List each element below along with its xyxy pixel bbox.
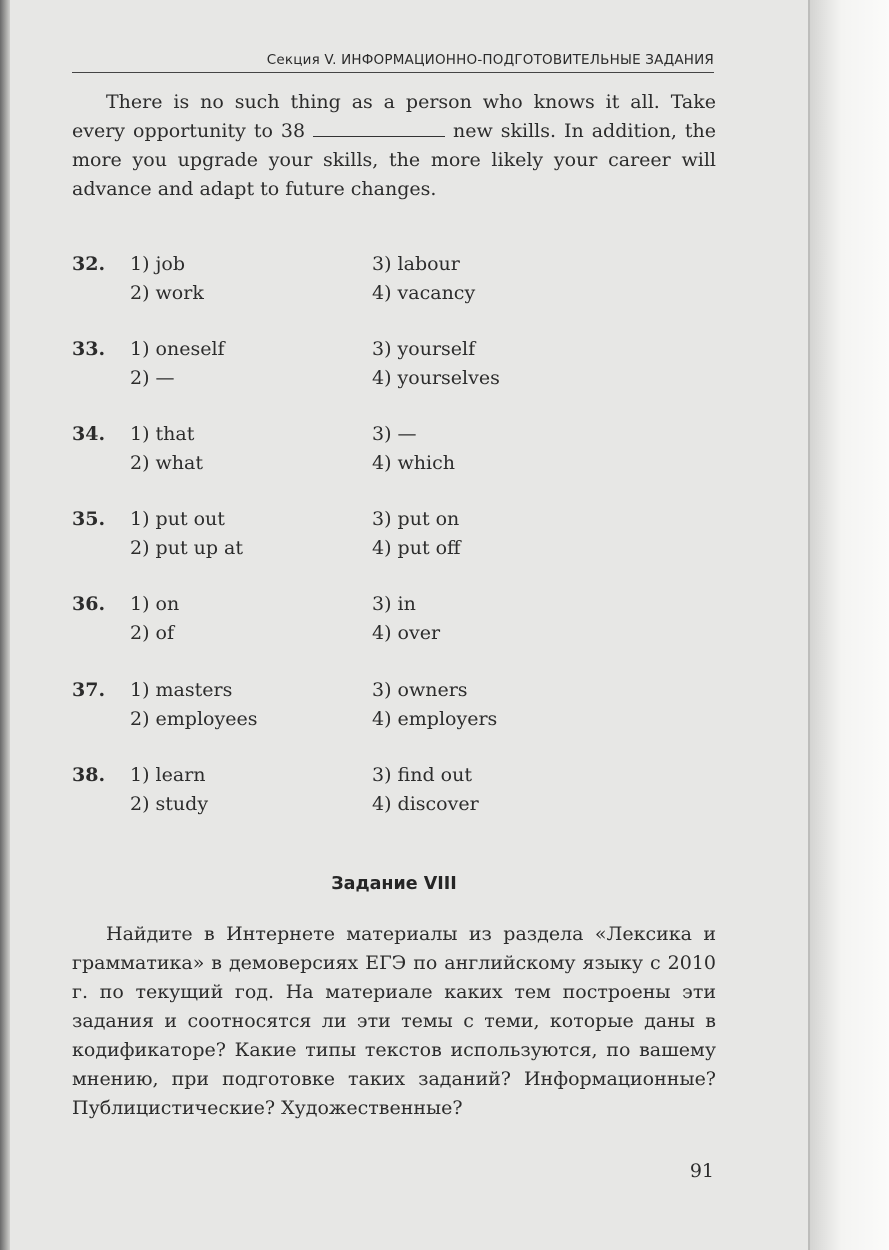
question-37 — [72, 676, 712, 734]
question-number: 36. — [72, 593, 106, 615]
question-35 — [72, 505, 712, 563]
option-4: 4) discover — [372, 793, 479, 815]
option-1: 1) learn — [130, 764, 206, 786]
option-1: 1) oneself — [130, 338, 225, 360]
option-2: 2) of — [130, 622, 175, 644]
page-gutter — [0, 0, 10, 1250]
question-38 — [72, 761, 712, 819]
option-4: 4) employers — [372, 708, 498, 730]
option-2: 2) what — [130, 452, 204, 474]
option-2: 2) — — [130, 367, 175, 389]
option-1: 1) masters — [130, 679, 233, 701]
option-3: 3) in — [372, 593, 416, 615]
question-33 — [72, 335, 712, 393]
question-number: 38. — [72, 764, 106, 786]
option-3: 3) put on — [372, 508, 460, 530]
task-text — [72, 920, 716, 1123]
question-number: 37. — [72, 679, 106, 701]
running-head: Секция V. ИНФОРМАЦИОННО-ПОДГОТОВИТЕЛЬНЫЕ ЗАДАНИЯ — [72, 52, 714, 73]
passage — [72, 88, 716, 204]
question-36 — [72, 590, 712, 648]
option-1: 1) put out — [130, 508, 225, 530]
option-2: 2) study — [130, 793, 209, 815]
question-34 — [72, 420, 712, 478]
option-1: 1) job — [130, 253, 186, 275]
option-3: 3) labour — [372, 253, 460, 275]
passage-paragraph — [72, 88, 716, 204]
option-2: 2) put up at — [130, 537, 244, 559]
option-1: 1) on — [130, 593, 180, 615]
option-3: 3) owners — [372, 679, 468, 701]
question-number: 34. — [72, 423, 106, 445]
passage-text-start: There is no such thing as a person who knows it all. Take every opportunity to 38 — [72, 91, 716, 142]
passage-text-end: new skills. In addition, the more you upgrade your skills, the more likely your career will advance and adapt to future changes. — [72, 120, 716, 200]
answer-blank-38 — [313, 118, 445, 137]
option-2: 2) work — [130, 282, 204, 304]
question-32 — [72, 250, 712, 308]
option-3: 3) yourself — [372, 338, 476, 360]
question-number: 35. — [72, 508, 106, 530]
task-paragraph: Найдите в Интернете материалы из раздела «Лексика и грамматика» в демоверсиях ЕГЭ по английскому языку с 2010 г. по текущий год. На материале каких тем построены эти задания и соотносятся ли эти темы с теми, которые даны в кодификаторе? Какие типы текстов используются, по вашему мнению, при подготовке таких заданий? Информационные? Публицистические? Художественные? — [72, 923, 716, 1119]
option-3: 3) find out — [372, 764, 472, 786]
task-title: Задание VIII — [331, 874, 457, 894]
page-number: 91 — [689, 1160, 714, 1182]
option-1: 1) that — [130, 423, 195, 445]
option-2: 2) employees — [130, 708, 258, 730]
option-4: 4) which — [372, 452, 455, 474]
option-4: 4) vacancy — [372, 282, 476, 304]
option-3: 3) — — [372, 423, 417, 445]
question-number: 32. — [72, 253, 106, 275]
option-4: 4) yourselves — [372, 367, 500, 389]
option-4: 4) put off — [372, 537, 461, 559]
option-4: 4) over — [372, 622, 441, 644]
question-number: 33. — [72, 338, 106, 360]
adjacent-sheet-edge — [810, 0, 889, 1250]
